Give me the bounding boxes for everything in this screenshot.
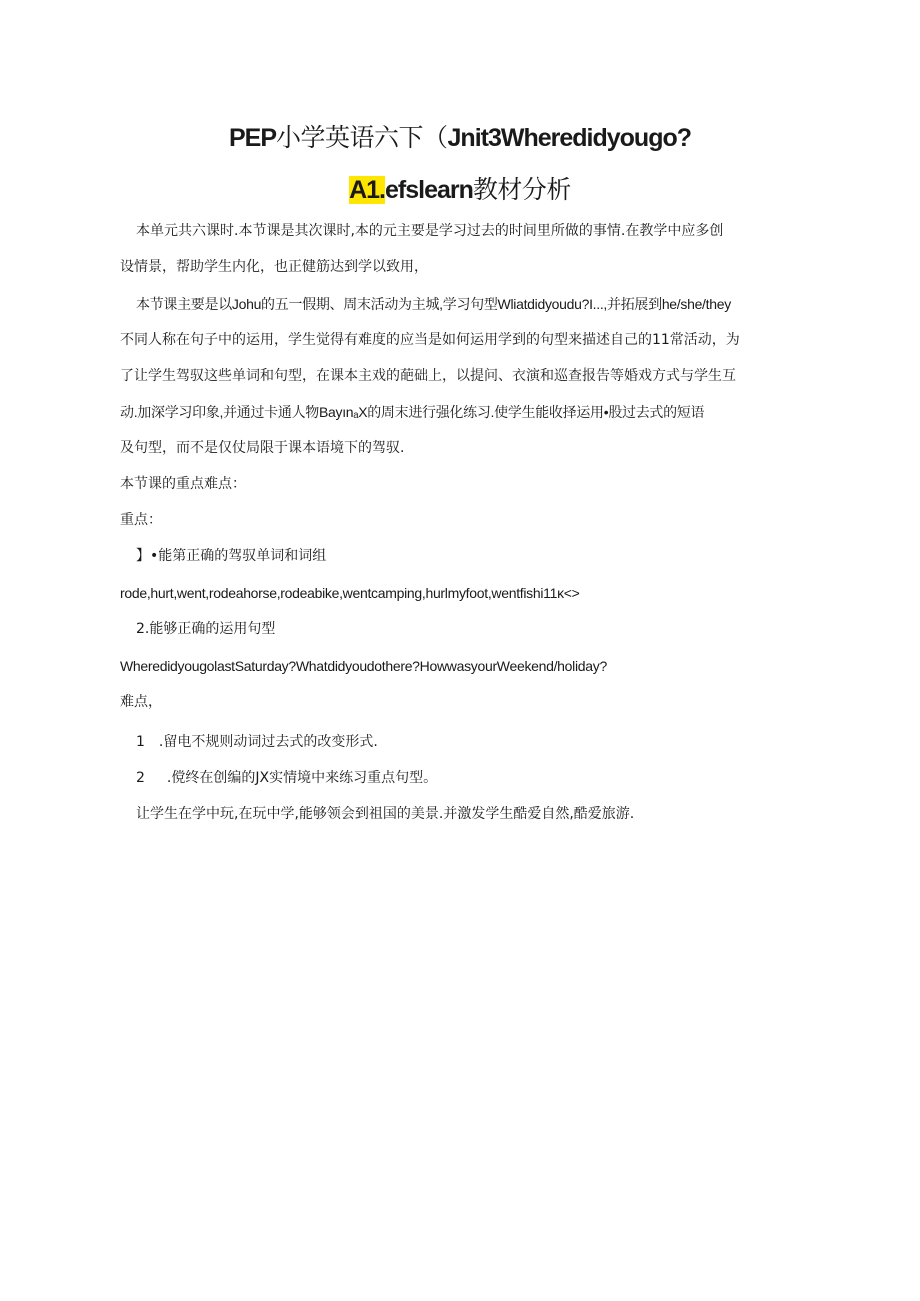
paragraph-2-line-4: 动.加深学习印象,并通过卡通人物BayınₐX的周末进行强化练习.使学生能收择运用•股过去式的短语 (120, 404, 705, 420)
paragraph-2-line-3: 了让学生驾驭这些单词和句型，在课本主戏的葩础上，以提问、衣演和巡查报告等婚戏方式与学生互 (120, 368, 736, 384)
title-chinese: 小学英语六下（ (276, 124, 448, 152)
paragraph-1-line-1: 本单元共六课时.本节课是其次课时,本的元主要是学习过去的时间里所做的事情.在教学中应多创 (136, 223, 724, 239)
list-number: 2 (136, 770, 145, 786)
title-section-cn: 教材分析 (472, 176, 571, 204)
title-section-prefix (349, 176, 473, 204)
paragraph-1-line-2: 设情景，帮助学生内化，也正健筋达到学以致用， (120, 259, 428, 275)
document-title-line1 (0, 122, 920, 154)
highlighted-text: A1. (349, 176, 385, 204)
title-section-en: efslearn (385, 176, 473, 204)
key-point-1-words: rode,hurt,went,rodeahorse,rodeabike,wentcamping,hurlmyfoot,wentfishi11κ<> (120, 585, 580, 601)
difficulty-2-text: .傥终在创编的JX实情境中来练习重点句型。 (166, 770, 438, 786)
paragraph-2-line-1: 本节课主要是以Johu的五一假期、周末活动为主城,学习句型Wliatdidyoudu?I...,并拓展到he/she/they (136, 296, 731, 312)
key-point-2-sentences: Wheredidyougolast​Saturday?Whatdidyoudothere?Howwasyour​Weekend/holiday? (120, 658, 607, 674)
difficulty-2 (136, 768, 826, 788)
key-point-2: 2.能够正确的运用句型 (136, 621, 276, 637)
difficulty-1-text: .留电不规则动词过去式的改变形式. (158, 734, 378, 750)
paragraph-2-line-2: 不同人称在句子中的运用，学生觉得有难度的应当是如何运用学到的句型来描述自己的11常活动，为 (120, 332, 740, 348)
list-number: 1 (136, 734, 145, 750)
difficulty-1 (136, 732, 826, 752)
focus-heading: 本节课的重点难点： (120, 476, 246, 492)
paragraph-2-line-5: 及句型，而不是仅仗局限于课本语境下的驾驭. (120, 440, 405, 456)
title-prefix: PEP (228, 124, 276, 152)
key-points-heading: 重点： (120, 512, 162, 528)
difficulty-heading: 难点， (120, 694, 162, 710)
key-point-1: 】•能第正确的驾驭单词和词组 (136, 548, 327, 564)
title-unit: Jnit3Wheredidyougo? (447, 124, 692, 152)
document-title-line2 (0, 174, 920, 206)
closing-paragraph: 让学生在学中玩,在玩中学,能够领会到祖国的美景.并激发学生酷爱自然,酷爱旅游. (136, 806, 635, 822)
